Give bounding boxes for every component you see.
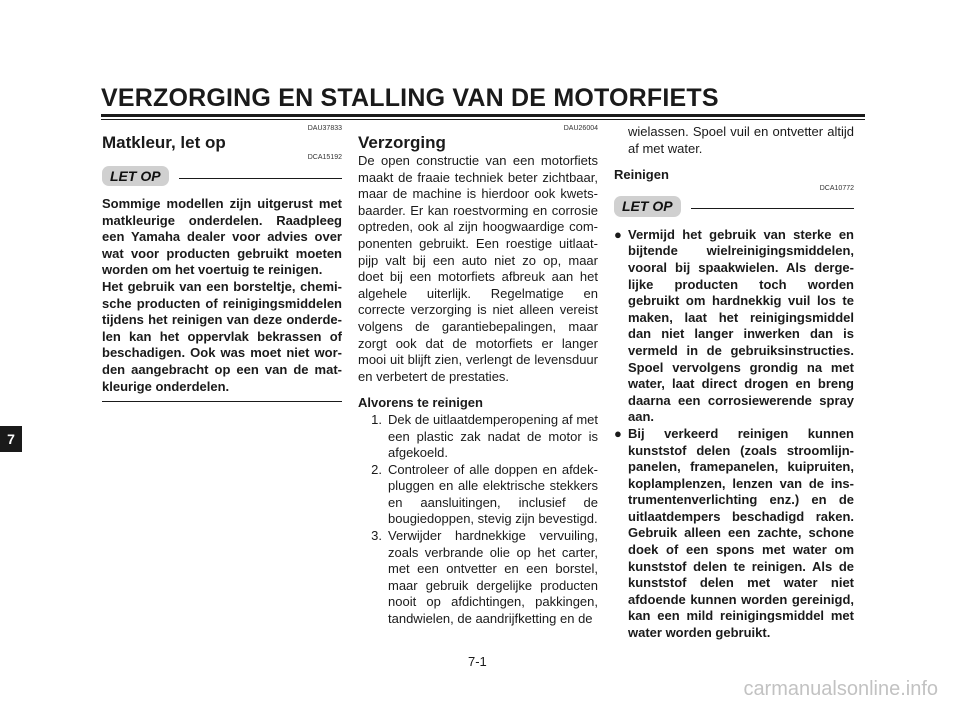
- bullet-text: Vermijd het gebruik van sterke en bijtende wielreinigingsmiddelen, vooral bij spaakwielen. Als dergelijke producten toch worden gebruikt om hardnekkig vuil los te maken, laat het reinigingsmiddel dan niet langer inwerken dan is vermeld in de gebruiksinstructies. Spoel vervolgens grondig na met water, laat direct drogen en breng daarna een corrosiewerende spray aan.: [628, 226, 854, 425]
- step-number: 3.: [371, 528, 382, 544]
- caution-end-rule: [102, 401, 342, 402]
- page-title: VERZORGING EN STALLING VAN DE MOTORFIETS: [101, 84, 719, 112]
- caution-label: LET OP: [614, 196, 681, 217]
- continued-step-text: wielassen. Spoel vuil en ontvetter altijd af met water.: [628, 124, 854, 156]
- header-rule: [101, 114, 865, 117]
- page-number: 7-1: [468, 654, 487, 669]
- bullet-icon: ●: [614, 226, 622, 242]
- column-3: [614, 124, 854, 642]
- caution-label: LET OP: [102, 166, 169, 187]
- list-item: [614, 227, 854, 426]
- caution-bullets: [614, 227, 854, 642]
- list-item: [358, 528, 598, 628]
- caution-header: [614, 193, 854, 221]
- bullet-icon: ●: [614, 425, 622, 441]
- watermark: carmanualsonline.info: [743, 678, 938, 700]
- step-text: Controleer of alle doppen en afdekpluggen en alle elektrische stekkers en aansluitingen, inclusief de bougiedoppen, stevig zijn bevestigd.: [388, 461, 598, 527]
- list-item: [614, 426, 854, 642]
- list-item: [358, 462, 598, 528]
- step-text: Dek de uitlaatdemperopening af met een plastic zak nadat de motor is afgekoeld.: [388, 411, 598, 461]
- section-heading-verzorging: Verzorging: [358, 133, 446, 152]
- caution-rule: [691, 208, 854, 209]
- doc-code: DAU26004: [563, 125, 598, 132]
- caution-paragraph: Sommige modellen zijn uitgerust met matkleurige onderdelen. Raadpleeg een Yamaha dealer voor advies over wat voor producten gebruikt moeten worden om het voertuig te reinigen.: [102, 196, 342, 278]
- subheading-reinigen: Reinigen: [614, 167, 669, 183]
- bullet-text: Bij verkeerd reinigen kunnen kunststof delen (zoals stroomlijnpanelen, framepanelen, kuipruiten, koplamplenzen, lenzen van de instrumentenverlichting enz.) en de uitlaatdempers beschadigd raken. Gebruik alleen een zachte, schone doek of een spons met water om kunststof delen te reinigen. Als de kunststof delen met water niet afdoende kunnen worden gereinigd, kan een mild reinigingsmiddel met water worden gebruikt.: [628, 425, 854, 641]
- step-number: 1.: [371, 411, 382, 427]
- section-heading-matkleur: Matkleur, let op: [102, 133, 226, 152]
- step-number: 2.: [371, 461, 382, 477]
- subheading-alvorens: Alvorens te reinigen: [358, 395, 483, 411]
- column-1: [102, 124, 342, 402]
- list-item: [358, 412, 598, 462]
- intro-paragraph: De open constructie van een motorfiets maakt de fraaie techniek beter zichtbaar, maar de machine is hierdoor ook kwetsbaarder. Er kan roestvorming en corrosie optreden, ook al zijn hoogwaardige componenten gebruikt. Een roestige uitlaatpijp valt bij een auto niet zo op, maar doet bij een motorfiets afbreuk aan het algehele uiterlijk. Regelmatige en correcte verzorging is niet alleen vereist volgens de garantiebepalingen, maar zorgt ook dat de motorfiets er langer mooi uit blijft zien, verlengt de levensduur en verbetert de prestaties.: [358, 153, 598, 384]
- caution-paragraph: Het gebruik van een borsteltje, chemische producten of reinigingsmiddelen tijdens het reinigen van deze onderdelen kan het oppervlak bekrassen of beschadigen. Ook was moet niet worden aangebracht op een van de matkleurige onderdelen.: [102, 278, 342, 394]
- doc-code: DCA10772: [819, 184, 854, 192]
- caution-header: [102, 162, 342, 190]
- caution-rule: [179, 178, 342, 179]
- steps-list: [358, 412, 598, 628]
- header-rule-thin: [101, 119, 865, 120]
- chapter-tab: 7: [0, 426, 22, 452]
- step-text: Verwijder hardnekkige vervuiling, zoals verbrande olie op het carter, met een ontvetter en een borstel, maar gebruik dergelijke producten nooit op afdichtingen, pakkingen, tandwielen, de aandrijfketting en de: [388, 528, 598, 627]
- column-2: [358, 124, 598, 628]
- doc-code: DCA15192: [307, 154, 342, 161]
- doc-code: DAU37833: [307, 125, 342, 132]
